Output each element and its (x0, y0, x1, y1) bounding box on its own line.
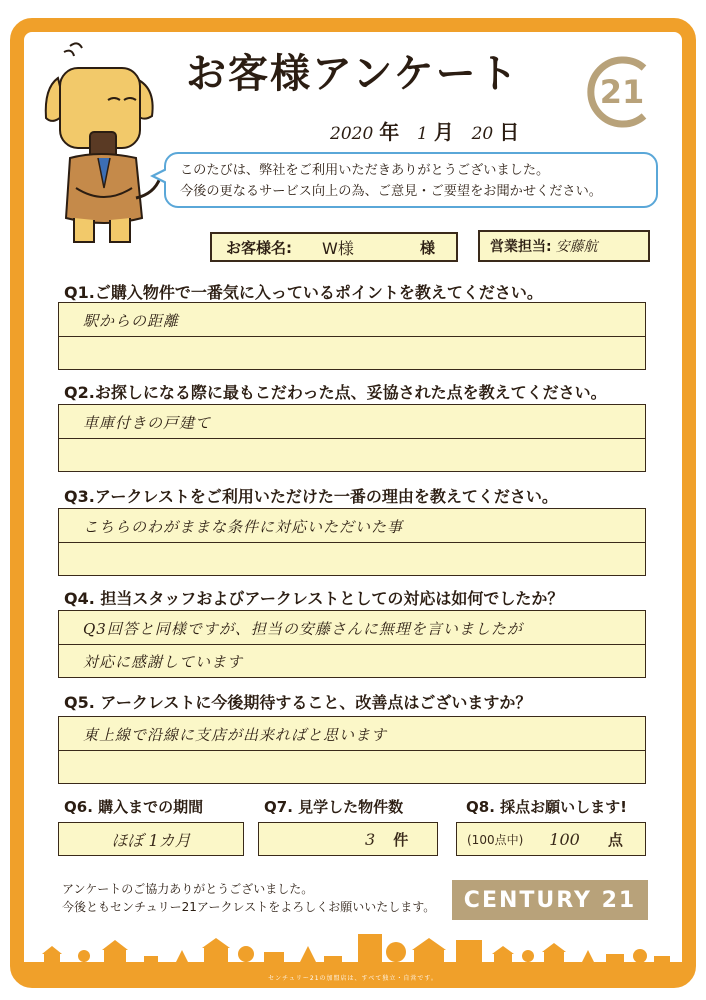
town-skyline-illustration (24, 930, 682, 974)
question-5-label: Q5. アークレストに今後期待すること、改善点はございますか？ (64, 693, 532, 712)
dog-mascot-illustration (40, 38, 170, 248)
answer-5-box[interactable] (58, 716, 646, 784)
question-8-label: Q8. 採点お願いします! (466, 798, 627, 816)
question-2-label: Q2.お探しになる際に最もこだわった点、妥協された点を教えてください。 (64, 383, 607, 402)
sales-staff-label: 営業担当: (490, 239, 552, 255)
date-year-unit: 年 (379, 120, 400, 144)
answer-4-line-2: 対応に感謝しています (83, 653, 244, 671)
footer-disclaimer: センチュリー21の加盟店は、すべて独立・自営です。 (268, 975, 438, 982)
question-4-label: Q4. 担当スタッフおよびアークレストとしての対応は如何でしたか？ (64, 589, 564, 608)
survey-date (330, 116, 531, 145)
answer-2-line-1: 車庫付きの戸建て (83, 414, 212, 432)
answer-8-prefix: (100点中) (467, 832, 524, 847)
answer-1-line-1: 駅からの距離 (83, 312, 180, 330)
page-title: お客様アンケート (186, 51, 520, 97)
question-1-label: Q1.ご購入物件で一番気に入っているポイントを教えてください。 (64, 283, 543, 302)
date-year: 2020 (330, 124, 374, 144)
answer-8-box[interactable] (456, 822, 646, 856)
closing-line-1: アンケートのご協力ありがとうございました。 (62, 882, 314, 896)
answer-8-value: 100 (549, 829, 580, 849)
century21-emblem-icon (584, 54, 660, 130)
intro-speech-bubble (164, 152, 658, 208)
sales-staff-value: 安藤航 (555, 239, 598, 255)
question-6-label: Q6. 購入までの期間 (64, 798, 204, 816)
intro-line-2: 今後の更なるサービス向上の為、ご意見・ご要望をお聞かせください。 (180, 184, 602, 199)
emblem-number: 21 (599, 73, 645, 111)
answer-4-box[interactable] (58, 610, 646, 678)
answer-6-value: ほぼ 1カ月 (111, 830, 191, 850)
answer-4-line-1: Q3回答と同様ですが、担当の安藤さんに無理を言いましたが (83, 620, 523, 638)
answer-3-box[interactable] (58, 508, 646, 576)
century21-wordmark-logo: CENTURY 21 (452, 880, 648, 920)
answer-5-line-1: 東上線で沿線に支店が出来ればと思います (83, 726, 388, 744)
intro-line-1: このたびは、弊社をご利用いただきありがとうございました。 (180, 163, 550, 178)
answer-7-value: 3 (365, 829, 376, 849)
customer-name-value: W様 (322, 238, 354, 258)
answer-7-box[interactable] (258, 822, 438, 856)
date-day-unit: 日 (499, 120, 520, 144)
question-7-label: Q7. 見学した物件数 (264, 798, 404, 816)
sales-staff-field[interactable] (478, 230, 650, 262)
question-3-label: Q3.アークレストをご利用いただけた一番の理由を教えてください。 (64, 487, 558, 506)
customer-name-suffix: 様 (420, 238, 436, 257)
customer-name-label: お客様名: (226, 238, 292, 257)
answer-2-box[interactable] (58, 404, 646, 472)
answer-8-unit: 点 (607, 830, 623, 849)
answer-3-line-1: こちらのわがままな条件に対応いただいた事 (83, 518, 404, 536)
answer-6-box[interactable] (58, 822, 244, 856)
closing-line-2: 今後ともセンチュリー21アークレストをよろしくお願いいたします。 (62, 900, 436, 914)
answer-7-unit: 件 (393, 830, 409, 849)
closing-message (62, 880, 435, 916)
date-month: 1 (417, 124, 428, 144)
answer-1-box[interactable] (58, 302, 646, 370)
speech-bubble-tail-inner (155, 170, 167, 182)
date-month-unit: 月 (433, 120, 454, 144)
date-day: 20 (471, 124, 494, 144)
customer-name-field[interactable] (210, 232, 458, 262)
